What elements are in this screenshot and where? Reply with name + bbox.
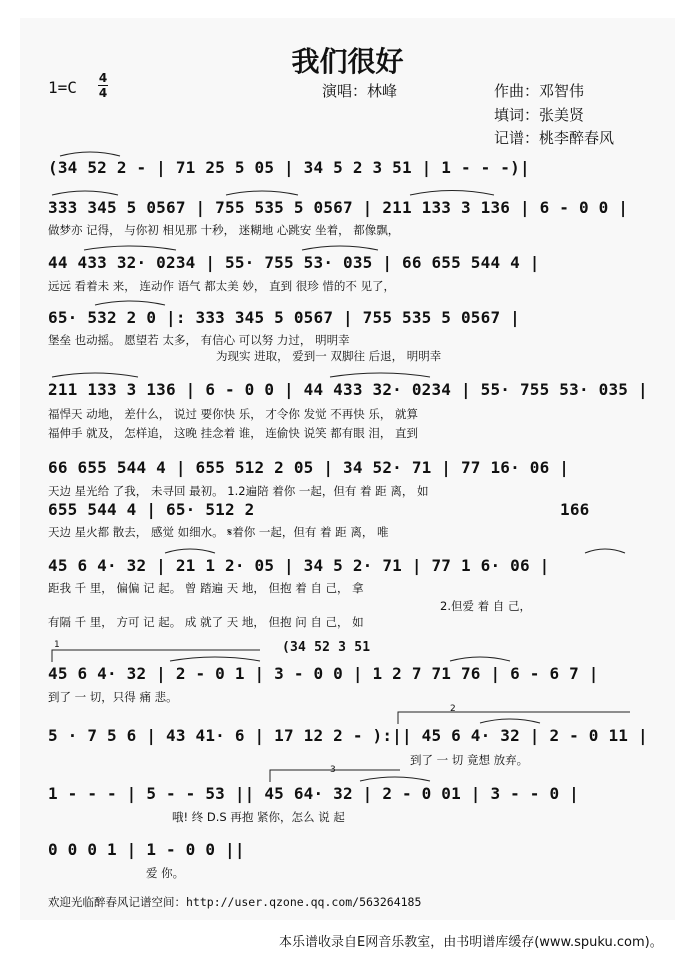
triplet-bracket: [270, 770, 400, 782]
notation-row-4: 65· 532 2 0 |: 333 345 5 0567 | 755 535 5 0567 |: [48, 308, 520, 327]
slur-row5-a: [52, 373, 138, 377]
notation-row-2: 333 345 5 0567 | 755 535 5 0567 | 211 133 3 136 | 6 - 0 0 |: [48, 198, 629, 217]
triplet-label: 3: [330, 765, 336, 775]
lyric-row-10: 哦! 终 D.S 再抱 紧你，怎么 说 起: [172, 810, 345, 824]
lyric-row-7c: 有隔 千 里， 方可 记 起。 成 就了 天 地， 但抱 问 自 己， 如: [48, 615, 364, 629]
lyric-row-6b: 天边 星火都 散去， 感觉 如细水。 𝄋着你 一起，但有 着 距 离， 唯: [48, 525, 389, 539]
slur-row2-c: [410, 191, 494, 196]
notation-row-8-intro: (34 52 3 51: [282, 640, 371, 655]
slur-row3-b: [302, 246, 378, 250]
slur-row2-a: [52, 191, 118, 195]
slur-row9-a: [480, 719, 540, 723]
notation-row-7: 45 6 4· 32 | 21 1 2· 05 | 34 5 2· 71 | 77 1 6· 06 |: [48, 556, 550, 575]
song-title: 我们很好: [291, 45, 404, 78]
volta-bracket-2: [398, 712, 630, 724]
footer-visit-text: 欢迎光临醉春风记谱空间：http://user.qzone.qq.com/563264185: [48, 895, 422, 909]
notation-row-6c: 166: [560, 500, 590, 519]
lyric-row-5b: 福伸手 就及， 怎样追， 这晚 挂念着 谁， 连偷快 说笑 都有眼 泪， 直到: [48, 426, 419, 440]
transcriber-credit: 记谱：桃李醉春风: [494, 129, 615, 147]
singer-credit: 演唱：林峰: [322, 82, 398, 100]
notation-row-6b: 655 544 4 | 65· 512 2: [48, 500, 255, 519]
volta-bracket-1: [52, 650, 260, 662]
volta-1-label: 1: [54, 640, 60, 650]
time-signature-top: 4: [98, 71, 108, 85]
slur-row3-a: [84, 246, 176, 250]
composer-credit: 作曲：邓智伟: [494, 82, 585, 100]
notation-row-6a: 66 655 544 4 | 655 512 2 05 | 34 52· 71 | 77 16· 06 |: [48, 458, 570, 477]
notation-row-3: 44 433 32· 0234 | 55· 755 53· 035 | 66 655 544 4 |: [48, 253, 540, 272]
notation-row-5: 211 133 3 136 | 6 - 0 0 | 44 433 32· 0234 | 55· 755 53· 035 |: [48, 380, 648, 399]
lyric-row-5a: 福悍天 动地， 差什么， 说过 要你快 乐， 才令你 发觉 不再快 乐， 就算: [48, 407, 419, 421]
volta-2-label: 2: [450, 704, 456, 714]
footer-source-text: 本乐谱收录自E网音乐教室，由书明谱库缓存(www.spuku.com)。: [279, 935, 663, 950]
key-signature: 1=C: [48, 78, 77, 97]
slur-row2-b: [226, 191, 298, 195]
lyric-row-4b: 为现实 进取， 爱到一 双脚往 后退， 明明幸: [216, 349, 442, 363]
lyric-row-4a: 堡垒 也动摇。 愿望若 太多， 有信心 可以努 力过， 明明幸: [48, 333, 350, 347]
notation-row-1: (34 52 2 - | 71 25 5 05 | 34 5 2 3 51 | 1 - - -)|: [48, 158, 530, 177]
lyric-row-7b: 2.但爱 着 自 己，: [440, 599, 531, 613]
lyric-row-7a: 距我 千 里， 偏偏 记 起。 曾 踏遍 天 地， 但抱 着 自 己， 拿: [48, 581, 364, 595]
lyric-row-2: 做梦亦 记得， 与你初 相见那 十秒， 迷糊地 心跳安 坐着， 都像飘，: [48, 223, 400, 237]
slur-row10-a: [360, 777, 430, 781]
slur-row4-a: [95, 301, 165, 305]
slur-row5-b: [330, 373, 430, 377]
notation-row-10: 1 - - - | 5 - - 53 || 45 64· 32 | 2 - 0 01 | 3 - - 0 |: [48, 784, 579, 803]
lyric-row-11: 爱 你。: [146, 866, 185, 880]
lyric-row-6a: 天边 星光给 了我， 未寻回 最初。 1.2遍陪 着你 一起，但有 着 距 离， 如: [48, 484, 429, 498]
slur-row8-b: [450, 657, 510, 661]
slur-row8-a: [170, 657, 260, 661]
time-signature-bottom: 4: [98, 86, 108, 100]
lyricist-credit: 填词：张美贤: [494, 106, 585, 124]
notation-row-11: 0 0 0 1 | 1 - 0 0 ||: [48, 840, 245, 859]
slur-row1-a: [60, 152, 120, 156]
lyric-row-3: 远远 看着未 来， 连动作 语气 都太美 妙， 直到 很珍 惜的不 见了，: [48, 279, 396, 293]
lyric-row-8: 到了 一 切，只得 痛 悲。: [48, 690, 178, 704]
lyric-row-9: 到了 一 切 竟想 放弃。: [410, 753, 529, 767]
notation-row-8: 45 6 4· 32 | 2 - 0 1 | 3 - 0 0 | 1 2 7 71 76 | 6 - 6 7 |: [48, 664, 599, 683]
notation-row-9: 5 · 7 5 6 | 43 41· 6 | 17 12 2 - ):|| 45 6 4· 32 | 2 - 0 11 |: [48, 726, 648, 745]
slur-row7-b: [585, 549, 625, 553]
slur-row7-a: [165, 549, 215, 553]
